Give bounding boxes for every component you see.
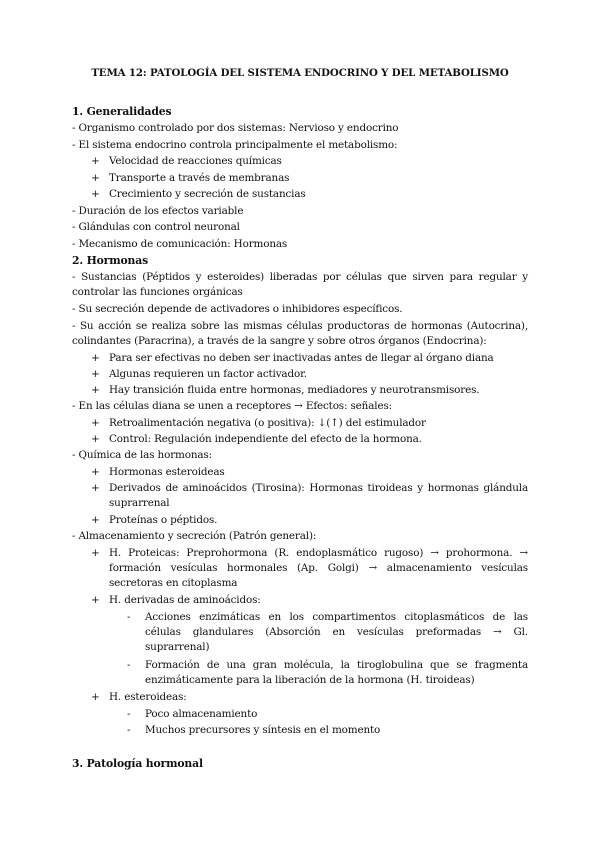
bullet-plus: + [91, 691, 100, 703]
list-item-continuation: enzimáticamente para la liberación de la hormona (H. tiroideas) [145, 674, 475, 686]
section-heading-patologia-hormonal: 3. Patología hormonal [72, 757, 203, 770]
list-item: - Mecanismo de comunicación: Hormonas [72, 238, 288, 250]
list-item: Derivados de aminoácidos (Tirosina): Hormonas tiroideas y hormonas glándula [109, 482, 528, 494]
list-item: Formación de una gran molécula, la tiroglobulina que se fragmenta [145, 659, 528, 671]
list-item: Hay transición fluida entre hormonas, mediadores y neurotransmisores. [109, 384, 480, 396]
list-item: Algunas requieren un factor activador. [109, 368, 307, 380]
list-item-continuation: suprarrenal) [145, 641, 210, 653]
bullet-plus: + [91, 514, 100, 526]
page-title: TEMA 12: PATOLOGÍA DEL SISTEMA ENDOCRINO Y DEL METABOLISMO [91, 67, 509, 79]
list-item: - Almacenamiento y secreción (Patrón general): [72, 530, 317, 542]
list-item: Retroalimentación negativa (o positiva): ↓(↑) del estimulador [109, 417, 426, 429]
list-item: H. derivadas de aminoácidos: [109, 594, 261, 606]
bullet-plus: + [91, 594, 100, 606]
bullet-plus: + [91, 384, 100, 396]
list-item: Crecimiento y secreción de sustancias [109, 188, 306, 200]
list-item-continuation: secretoras en citoplasma [109, 577, 238, 589]
list-item: H. Proteicas: Preprohormona (R. endoplasmático rugoso) → prohormona. → [109, 547, 528, 559]
list-item: Proteínas o péptidos. [109, 514, 218, 526]
list-item: Poco almacenamiento [145, 708, 258, 720]
list-item: - Química de las hormonas: [72, 449, 212, 461]
list-item: - Sustancias (Péptidos y esteroides) liberadas por células que sirven para regular y [72, 271, 528, 283]
bullet-dash: - [127, 708, 131, 720]
bullet-dash: - [127, 611, 131, 623]
bullet-plus: + [91, 417, 100, 429]
bullet-plus: + [91, 547, 100, 559]
section-heading-generalidades: 1. Generalidades [72, 105, 172, 118]
list-item: - El sistema endocrino controla principalmente el metabolismo: [72, 139, 398, 151]
bullet-plus: + [91, 188, 100, 200]
list-item: H. esteroideas: [109, 691, 187, 703]
bullet-plus: + [91, 466, 100, 478]
section-heading-hormonas: 2. Hormonas [72, 254, 149, 267]
list-item-continuation: controlar las funciones orgánicas [72, 286, 243, 298]
bullet-plus: + [91, 155, 100, 167]
list-item: - Organismo controlado por dos sistemas: Nervioso y endocrino [72, 122, 399, 134]
list-item: Para ser efectivas no deben ser inactivadas antes de llegar al órgano diana [109, 352, 494, 364]
bullet-dash: - [127, 724, 131, 736]
list-item-continuation: células glandulares (Absorción en vesículas preformadas → Gl. [145, 626, 528, 638]
list-item: - Duración de los efectos variable [72, 205, 244, 217]
bullet-plus: + [91, 482, 100, 494]
list-item-continuation: colindantes (Paracrina), a través de la sangre y sobre otros órganos (Endocrina): [72, 335, 487, 347]
list-item-continuation: suprarrenal [109, 497, 170, 509]
list-item: - Glándulas con control neuronal [72, 221, 240, 233]
bullet-dash: - [127, 659, 131, 671]
list-item: Transporte a través de membranas [109, 172, 290, 184]
bullet-plus: + [91, 433, 100, 445]
list-item: - Su acción se realiza sobre las mismas células productoras de hormonas (Autocrina), [72, 320, 528, 332]
list-item: Hormonas esteroideas [109, 466, 225, 478]
list-item: - Su secreción depende de activadores o inhibidores específicos. [72, 303, 403, 315]
list-item: Velocidad de reacciones químicas [109, 155, 282, 167]
bullet-plus: + [91, 172, 100, 184]
bullet-plus: + [91, 352, 100, 364]
list-item: Muchos precursores y síntesis en el momento [145, 724, 381, 736]
list-item-continuation: formación vesículas hormonales (Ap. Golgi) → almacenamiento vesículas [109, 562, 528, 574]
list-item: Acciones enzimáticas en los compartimentos citoplasmáticos de las [145, 611, 528, 623]
list-item: - En las células diana se unen a receptores → Efectos: señales: [72, 400, 392, 412]
bullet-plus: + [91, 368, 100, 380]
list-item: Control: Regulación independiente del efecto de la hormona. [109, 433, 422, 445]
